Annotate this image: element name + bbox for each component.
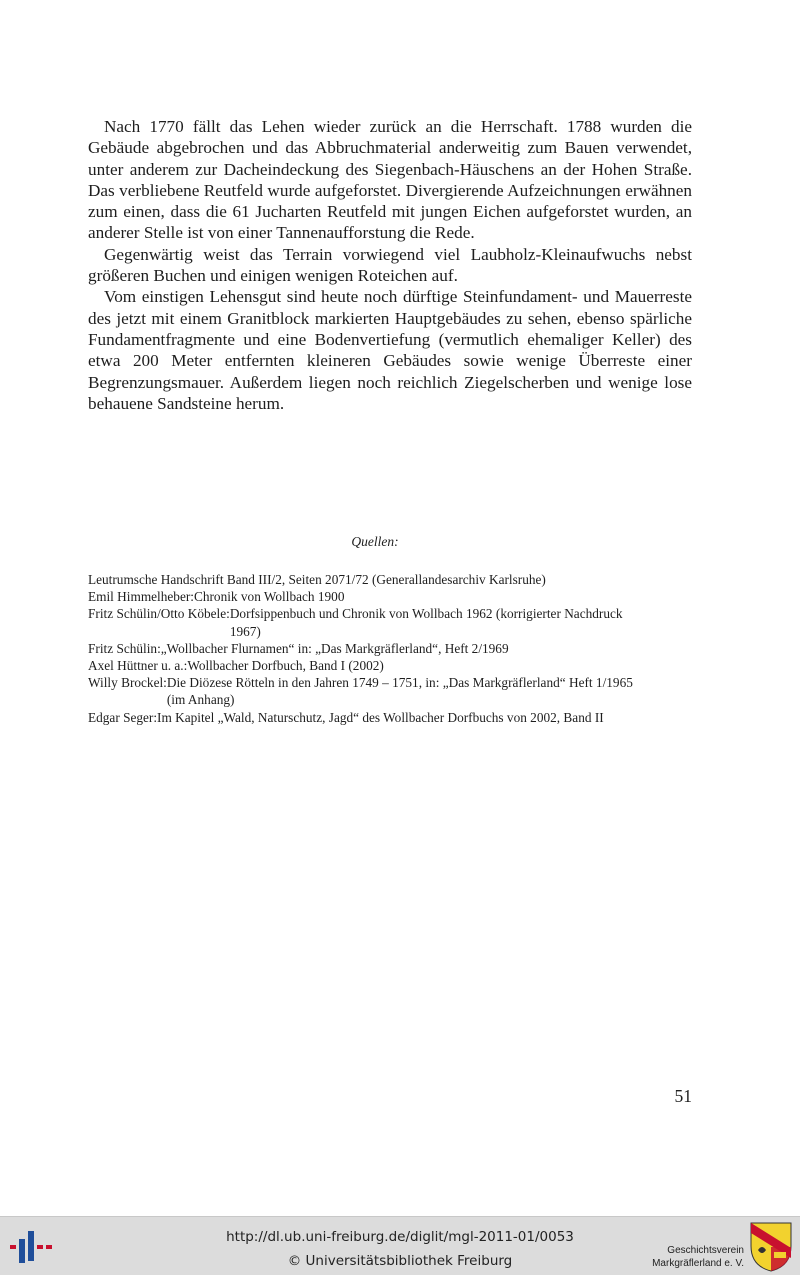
source-title: Chronik von Wollbach 1900 <box>193 589 345 605</box>
source-author: Edgar Seger: <box>88 709 158 725</box>
source-entry <box>88 709 692 726</box>
source-entry <box>88 588 692 605</box>
society-name: Geschichtsverein Markgräflerland e. V. <box>652 1245 744 1269</box>
page-number: 51 <box>674 1086 692 1106</box>
university-library-logo-icon[interactable] <box>10 1227 52 1267</box>
source-author: Axel Hüttner u. a.: <box>88 658 188 674</box>
paragraph: Vom einstigen Lehensgut sind heute noch dürftige Steinfundament- und Mauerreste des jetzt mit einem Granitblock markierten Hauptgebäudes zu sehen, ebenso spärliche Fundamentfragmente und eine Bodenvertiefung (vermutlich ehemaliger Keller) des etwa 200 Meter entfernten kleineren Gebäudes sowie wenige Überreste einer Begrenzungsmauer. Außerdem liegen noch reichlich Ziegelscherben und wenige lose behauene Sandsteine herum. <box>88 287 692 413</box>
source-title <box>546 571 692 588</box>
paragraph: Nach 1770 fällt das Lehen wieder zurück an die Herrschaft. 1788 wurden die Gebäude abgebrochen und das Abbruchmaterial anderweitig zum Bauen verwendet, unter anderem zur Dacheindeckung des Siegenbach-Häuschens an der Hohen Straße. Das verbliebene Reutfeld wurde aufgeforstet. Divergierende Aufzeichnungen erwähnen zum einen, dass die 61 Jucharten Reutfeld mit jungen Eichen aufgeforstet wurden, an anderer Stelle ist von einer Tannenaufforstung die Rede. <box>88 117 692 243</box>
source-entry <box>88 605 692 639</box>
source-title: Im Kapitel „Wald, Naturschutz, Jagd“ des Wollbacher Dorfbuchs von 2002, Band II <box>157 709 604 725</box>
body-text <box>88 116 692 414</box>
source-title: Wollbacher Dorfbuch, Band I (2002) <box>187 658 384 674</box>
sources-list <box>88 571 692 726</box>
paragraph: Gegenwärtig weist das Terrain vorwiegend viel Laubholz-Kleinaufwuchs nebst größeren Buchen und einigen wenigen Roteichen auf. <box>88 244 692 286</box>
footer-bar <box>0 1216 800 1275</box>
source-entry <box>88 571 692 588</box>
source-author: Fritz Schülin/Otto Köbele: <box>88 606 230 622</box>
source-author: Willy Brockel: <box>88 675 167 691</box>
copyright-text: © Universitätsbibliothek Freiburg <box>287 1253 513 1269</box>
source-entry <box>88 657 692 674</box>
coat-of-arms-icon <box>750 1222 792 1272</box>
source-author: Emil Himmelheber: <box>88 589 194 605</box>
source-entry <box>88 674 692 708</box>
sources-heading: Quellen: <box>351 534 399 549</box>
source-title: Dorfsippenbuch und Chronik von Wollbach 1962 (korrigierter Nachdruck 1967) <box>229 606 623 639</box>
source-author: Fritz Schülin: <box>88 640 161 656</box>
source-title: Die Diözese Rötteln in den Jahren 1749 – 1751, in: „Das Markgräflerland“ Heft 1/1965 (im Anhang) <box>166 675 633 708</box>
document-url-link[interactable]: http://dl.ub.uni-freiburg.de/diglit/mgl-2011-01/0053 <box>226 1229 574 1245</box>
source-author: Leutrumsche Handschrift Band III/2, Seiten 2071/72 (Generallandesarchiv Karlsruhe) <box>88 572 546 587</box>
source-entry <box>88 640 692 657</box>
source-title: „Wollbacher Flurnamen“ in: „Das Markgräflerland“, Heft 2/1969 <box>160 640 509 656</box>
